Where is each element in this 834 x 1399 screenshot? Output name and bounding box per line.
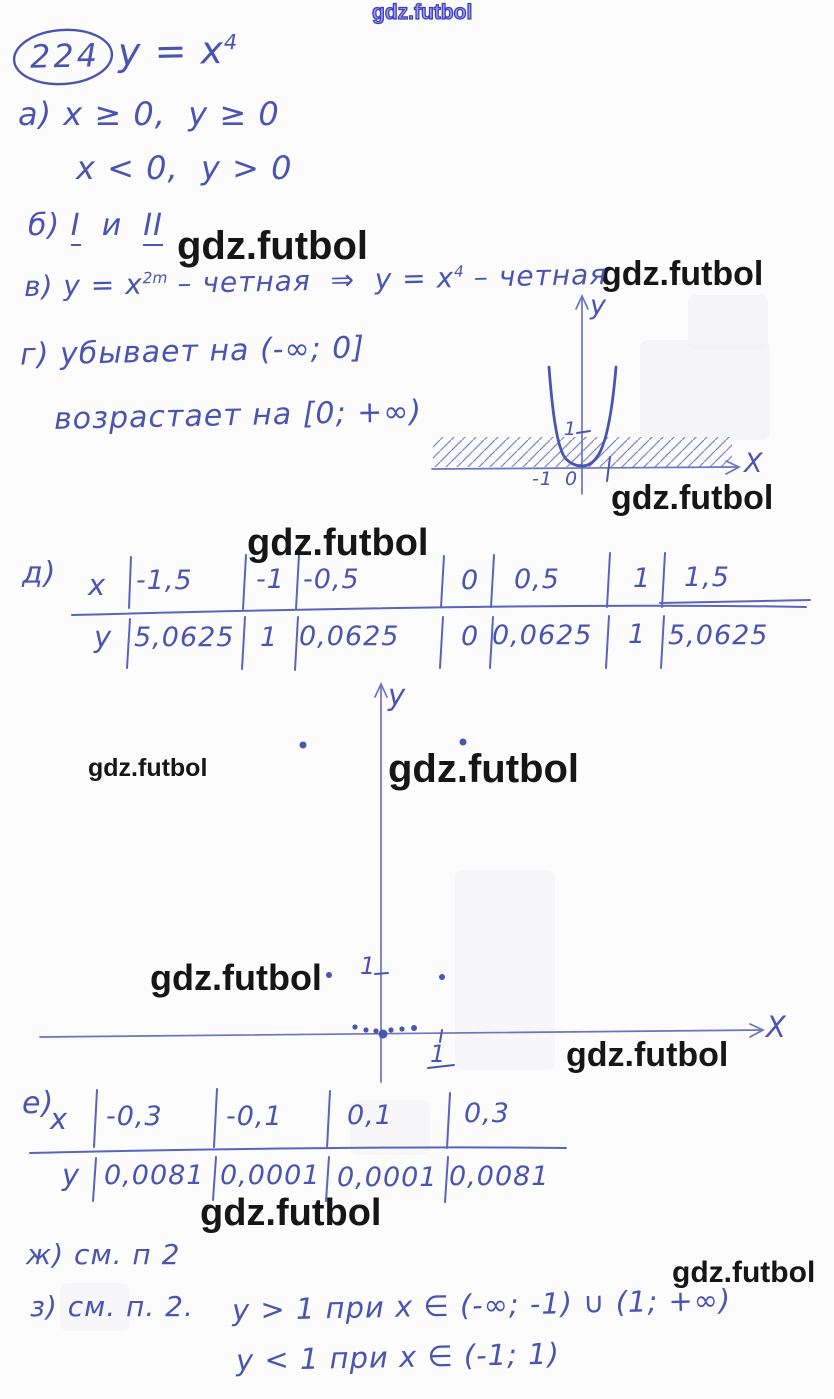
- part-g-line2: возрастает на [0; +∞): [53, 394, 423, 437]
- table1-x-cell: -0,5: [303, 564, 360, 595]
- graph2-xtick-label: 1: [430, 1040, 447, 1068]
- watermark: gdz.futbol: [177, 224, 369, 268]
- data-point: [300, 742, 307, 749]
- part-z-label: з) см. п. 2.: [30, 1290, 194, 1323]
- graph1-x-axis-label: X: [744, 448, 764, 479]
- watermark: gdz.futbol: [372, 1, 473, 24]
- watermark: gdz.futbol: [200, 1192, 382, 1234]
- data-point: [373, 1028, 378, 1033]
- watermark: gdz.futbol: [672, 1256, 816, 1289]
- part-v-exp1: 2m: [142, 268, 168, 288]
- part-v-suffix: – четная: [463, 257, 608, 294]
- graph2-ytick-1: [375, 973, 388, 974]
- part-z-line1: у > 1 при х ∈ (-∞; -1) ∪ (1; +∞): [231, 1282, 732, 1328]
- table1-x-cell: 1,5: [684, 562, 730, 593]
- table1-x-cell: -1: [256, 564, 285, 595]
- equation-base: у = х: [117, 28, 225, 75]
- graph2-ytick-label: 1: [360, 952, 377, 980]
- data-point: [460, 739, 467, 746]
- part-zh-line: ж) см. п 2: [26, 1238, 181, 1271]
- table1-y-cell: 0: [461, 621, 480, 652]
- table2-x-cell: -0,1: [226, 1101, 283, 1132]
- table2-x-cell: 0,1: [347, 1100, 393, 1131]
- watermark: gdz.futbol: [388, 747, 580, 791]
- data-point: [363, 1027, 368, 1032]
- table1-x-cell: 1: [633, 563, 652, 594]
- graph1: [432, 296, 739, 494]
- equation-exponent: 4: [223, 30, 238, 55]
- data-point-origin: [379, 1030, 388, 1039]
- watermark: gdz.futbol: [247, 522, 429, 564]
- graph1-x-axis: [432, 467, 738, 469]
- data-point: [352, 1024, 357, 1029]
- table2-y-cell: 0,0001: [337, 1162, 438, 1193]
- quadrant-2: II: [143, 208, 163, 246]
- watermark: gdz.futbol: [88, 754, 208, 782]
- graph1-y-axis-label: y: [590, 290, 607, 321]
- data-point: [439, 974, 445, 980]
- table1-y-header: у: [94, 620, 113, 654]
- part-v-exp2: 4: [453, 262, 465, 281]
- table2-hline: [30, 1147, 566, 1153]
- part-b-conj: и: [101, 208, 123, 243]
- table2-x-cell: 0,3: [464, 1098, 510, 1129]
- table2-y-cell: 0,0001: [220, 1160, 321, 1191]
- part-d-label: д): [22, 556, 57, 591]
- table1-x-cell: -1,5: [136, 565, 193, 596]
- graph1-xtick-neg1-label: -1: [532, 468, 553, 490]
- part-v-mid: – четная ⇒ у = х: [167, 261, 455, 301]
- data-point: [399, 1026, 404, 1031]
- part-b-label: б): [28, 208, 61, 243]
- table1-hline: [72, 606, 806, 615]
- graph1-origin-label: 0: [565, 468, 579, 490]
- equation: [117, 28, 238, 75]
- table1-x-cell: 0: [461, 565, 480, 596]
- data-point: [388, 1027, 393, 1032]
- watermark: gdz.futbol: [150, 957, 322, 998]
- table1-y-cell: 5,0625: [668, 620, 769, 651]
- data-point: [411, 1025, 417, 1031]
- table1-hline2: [660, 600, 810, 603]
- quadrant-1: I: [71, 208, 81, 246]
- problem-number: 224: [29, 36, 101, 76]
- part-a-line2: х < 0, у > 0: [76, 149, 293, 187]
- table1-x-cell: 0,5: [514, 564, 560, 595]
- table1-y-cell: 5,0625: [134, 622, 235, 653]
- table1-y-cell: 0,0625: [492, 620, 593, 651]
- part-a-line1: а) х ≥ 0, у ≥ 0: [18, 95, 280, 133]
- table1-y-cell: 0,0625: [299, 621, 400, 652]
- graph2-y-axis-label: y: [388, 678, 407, 712]
- table2-y-cell: 0,0081: [104, 1160, 205, 1191]
- table2-x-cell: -0,3: [106, 1101, 163, 1132]
- graph2: [40, 684, 763, 1082]
- graph2-x-axis-label: X: [766, 1010, 787, 1044]
- table2-y-header: у: [62, 1158, 81, 1192]
- part-e-label: е): [22, 1086, 55, 1121]
- watermark: gdz.futbol: [566, 1036, 729, 1074]
- table1-y-cell: 1: [628, 619, 647, 650]
- table2-y-cell: 0,0081: [449, 1161, 550, 1192]
- table1-y-cell: 1: [260, 622, 279, 653]
- watermark: gdz.futbol: [611, 479, 774, 517]
- data-point: [326, 972, 332, 978]
- part-b-line: [28, 210, 163, 242]
- watermark: gdz.futbol: [601, 255, 764, 293]
- table1-x-header: х: [88, 568, 107, 602]
- graph1-ytick-1: [577, 431, 590, 433]
- part-z-line2: у < 1 при х ∈ (-1; 1): [235, 1336, 561, 1378]
- part-v-prefix: в) у = х: [23, 267, 144, 304]
- part-g-line1: г) убывает на (-∞; 0]: [19, 330, 366, 373]
- graph1-ytick-label: 1: [564, 418, 578, 440]
- table2-x-header: х: [50, 1102, 69, 1136]
